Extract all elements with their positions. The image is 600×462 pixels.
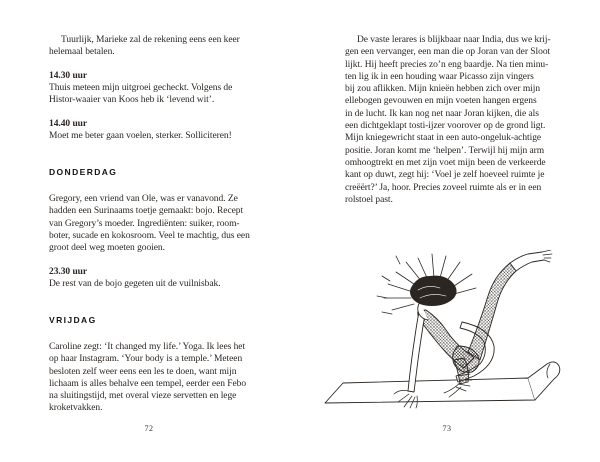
body-line: Tuurlijk, Marieke zal de rekening eens een keer — [61, 35, 240, 45]
paragraph — [49, 82, 249, 107]
body-line: Histor-waaier van Koos heb ik ‘levend wit’. — [49, 95, 215, 106]
body-line: De rest van de bojo gegeten uit de vuilnisbak. — [49, 279, 221, 289]
body-line: creëërt?’ Ja, hoor. Precies zoveel ruimte als er in een — [345, 182, 542, 193]
body-line: groot deel weg moeten gooien. — [49, 243, 165, 254]
body-line: ellebogen gevouwen en mijn voeten hangen ergens — [345, 96, 537, 107]
day-heading: VRIJDAG — [49, 315, 97, 325]
body-line: in de lucht. Ik kan nog net naar Joran kijken, die als — [345, 108, 539, 119]
yoga-pose-illustration — [322, 250, 562, 415]
body-line: bij zou aflikken. Mijn knieën hebben zich over mijn — [345, 84, 541, 95]
page-number: 73 — [442, 424, 452, 433]
body-line: besloten zelf weer eens een les te doen, want mijn — [49, 366, 237, 377]
body-line: na sluitingstijd, met overal vieze servetten en lege — [49, 391, 237, 402]
body-line: een dichtgeklapt tosti-ijzer voorover op de grond ligt. — [345, 121, 546, 132]
body-line: gen een vervanger, een man die op Joran van der Sloot — [345, 47, 551, 58]
timestamp: 14.30 uur — [49, 71, 88, 81]
body-line: boter, sucade en kokosroom. Veel te machtig, dus een — [49, 230, 250, 241]
paragraph — [49, 278, 249, 290]
body-line: helemaal betalen. — [49, 47, 115, 58]
body-line: van Gregory’s moeder. Ingrediënten: suiker, room- — [49, 218, 240, 229]
paragraph — [345, 34, 549, 206]
body-line: lijkt. Hij heeft precies zo’n eng baardje. Na tien minu- — [345, 59, 549, 70]
body-line: omhoogtrekt en met zijn voet mijn been de verkeerde — [345, 157, 546, 168]
page-number: 72 — [144, 424, 154, 433]
body-line: Gregory, een vriend van Ole, was er vanavond. Ze — [49, 194, 238, 204]
paragraph — [49, 34, 249, 59]
body-line: ten lig ik in een houding waar Picasso zijn vingers — [345, 71, 534, 82]
timestamp: 23.30 uur — [49, 267, 88, 277]
body-line: Caroline zegt: ‘It changed my life.’ Yoga. Ik lees het — [49, 342, 246, 352]
body-line: rolstoel past. — [345, 194, 393, 205]
day-heading: DONDERDAG — [49, 167, 118, 177]
paragraph — [49, 130, 249, 142]
body-line: De vaste lerares is blijkbaar naar India, dus we krij- — [357, 35, 551, 45]
body-line: Mijn kniegewricht staat in een auto-ongeluk-achtige — [345, 133, 542, 144]
body-line: op haar Instagram. ‘Your body is a temple.’ Meteen — [49, 354, 243, 365]
paragraph — [49, 341, 249, 415]
body-line: lichaam is alles behalve een tempel, eerder een Febo — [49, 378, 247, 389]
paragraph — [49, 193, 249, 254]
body-line: hadden een Surinaams toetje gemaakt: bojo. Recept — [49, 206, 244, 217]
body-line: positie. Joran komt me ‘helpen’. Terwijl hij mijn arm — [345, 145, 545, 156]
timestamp: 14.40 uur — [49, 119, 88, 129]
body-line: kroketvakken. — [49, 403, 103, 414]
body-line: Thuis meteen mijn uitgroei gecheckt. Volgens de — [49, 83, 233, 93]
body-line: Moet me beter gaan voelen, sterker. Solliciteren! — [49, 131, 232, 141]
body-line: kant op duwt, zegt hij: ‘Voel je zelf hoeveel ruimte je — [345, 170, 545, 181]
